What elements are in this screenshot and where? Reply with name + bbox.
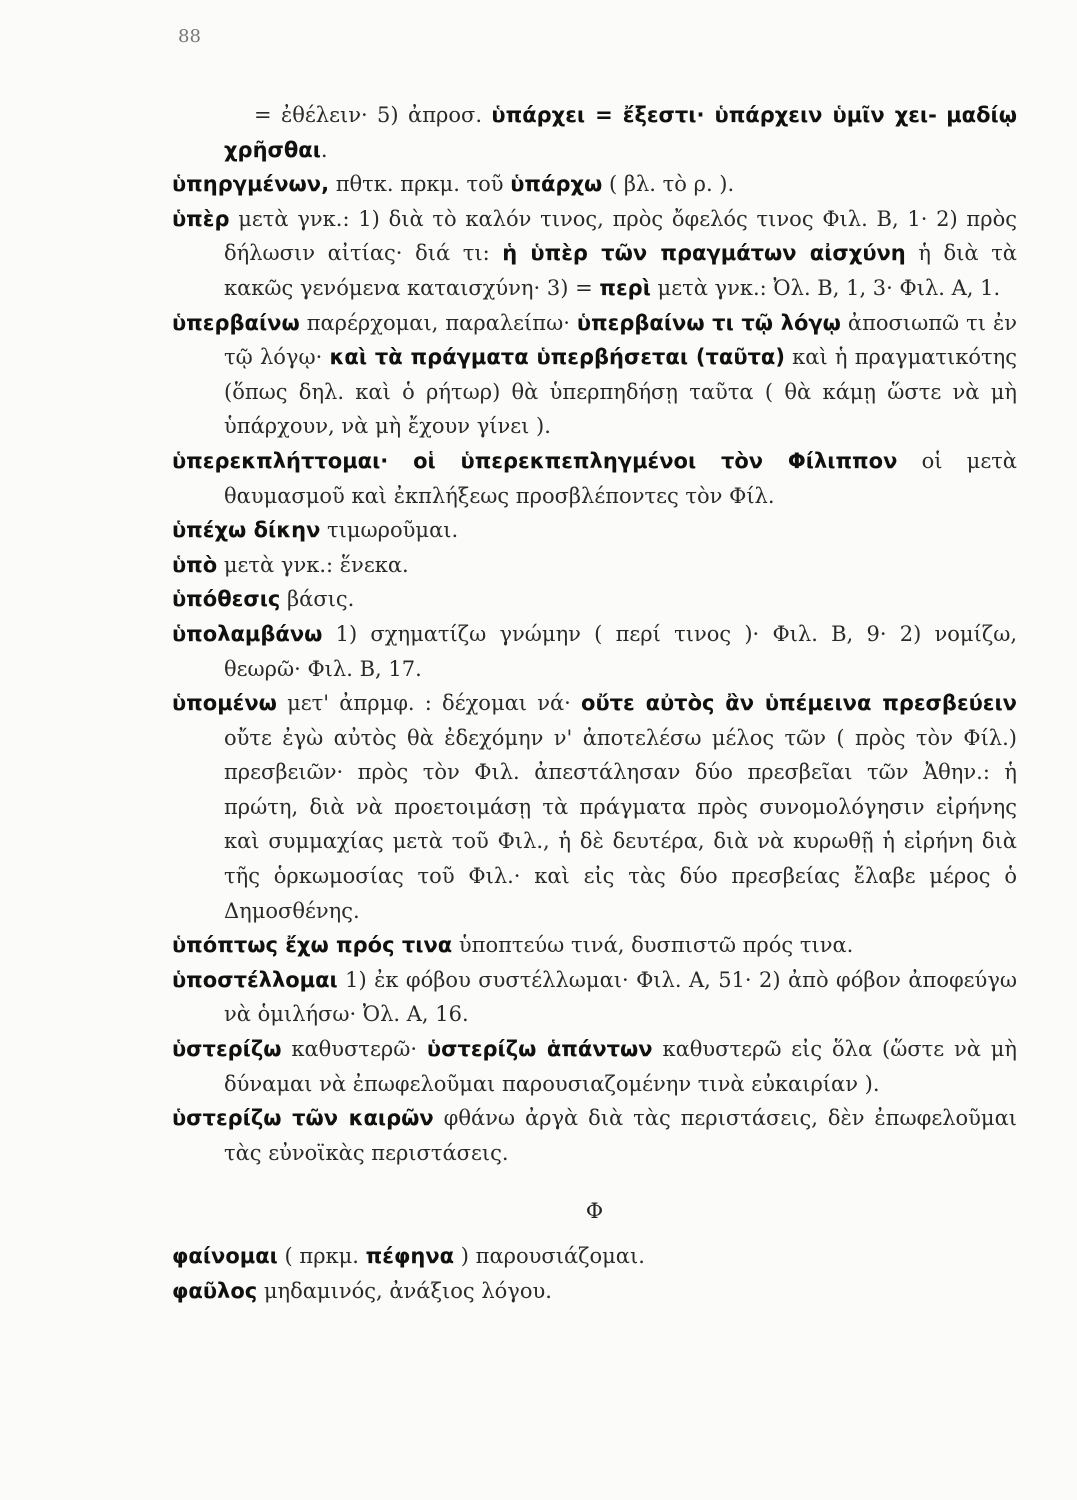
glossary-entry <box>172 202 1017 306</box>
definition: μετ' ἀπρμφ. : δέχομαι νά· <box>276 691 582 716</box>
glossary-entry <box>172 548 1017 583</box>
definition: μετὰ γνκ.: ἕνεκα. <box>217 552 409 577</box>
entry-text-tail: . <box>320 137 328 162</box>
glossary-entry <box>172 444 1017 513</box>
definition: βάσις. <box>280 587 355 612</box>
continued-entry <box>172 98 1017 167</box>
glossary-entry <box>172 617 1017 686</box>
headword: ὑπερβαίνω <box>172 310 300 335</box>
definition: μηδαμινός, ἀνάξιος λόγου. <box>257 1278 552 1303</box>
definition: πθτκ. πρκμ. τοῦ <box>329 172 511 197</box>
headword: ὑπόπτως ἔχω πρός τινα <box>172 933 453 958</box>
glossary-entry <box>172 582 1017 617</box>
definition: μετὰ γνκ.: 1) διὰ τὸ καλόν τινος, πρὸς ὄφελός τινος Φιλ. Β, 1· 2) πρὸς δήλωσιν αἰτίας· διά τι: <box>224 206 1017 266</box>
definition-tail: καὶ ἡ πραγματικότης (ὅπως δηλ. καὶ ὁ ρήτωρ) θὰ ὑπερπηδήσῃ ταῦτα ( θὰ κάμῃ ὥστε νὰ μὴ ὑπάρχουν, νὰ μὴ ἔχουν γίνει ). <box>224 345 1017 439</box>
definition-cont: ἡ διὰ τὰ κακῶς γενόμενα καταισχύνη· 3) = <box>224 241 1017 300</box>
reference-word: ὑπάρχω <box>510 172 603 197</box>
example-phrase: οὔτε αὐτὸς ἂν ὑπέμεινα πρεσβεύειν <box>581 691 1017 716</box>
page-number: 88 <box>178 26 201 47</box>
headword: ὑπόθεσις <box>172 587 281 612</box>
headword: φαίνομαι <box>172 1244 278 1268</box>
headword: φαῦλος <box>172 1278 258 1303</box>
glossary-entry <box>172 306 1017 444</box>
example-phrase: οἱ ὑπερεκπεπληγμένοι τὸν Φίλιππον <box>388 448 898 473</box>
glossary-entry <box>172 686 1017 928</box>
glossary-entry <box>172 167 1017 202</box>
example-phrase: ὑστερίζω ἁπάντων <box>426 1037 653 1062</box>
entry-example: ὑπάρχει = ἔξεστι· ὑπάρχειν ὑμῖν χει- <box>491 103 937 127</box>
glossary-entry <box>172 513 1017 548</box>
definition: ὑποπτεύω τινά, δυσπιστῶ πρός τινα. <box>452 933 854 958</box>
definition-tail: οὔτε ἐγὼ αὐτὸς θὰ ἐδεχόμην ν' ἀποτελέσω μέλος τῶν ( πρὸς τὸν Φίλ.) πρεσβειῶν· πρὸς τὸν Φιλ. ἀπεστάλησαν δύο πρεσβεῖαι τῶν Ἀθην.: ἡ πρώτη, διὰ νὰ προετοιμάσῃ τὰ πράγματα πρὸς συνομολόγησιν εἰρήνης καὶ συμμαχίας μετὰ τοῦ Φιλ., ἡ δὲ δευτέρα, διὰ νὰ κυρωθῇ ἡ εἰρήνη διὰ τῆς ὁρκωμοσίας τοῦ Φιλ.· καὶ εἰς τὰς δύο πρεσβείας ἔλαβε μέρος ὁ Δημοσθένης. <box>224 725 1017 923</box>
definition: ( πρκμ. <box>277 1244 366 1268</box>
definition: παρέρχομαι, παραλείπω· <box>299 310 577 335</box>
headword: ὑπερεκπλήττομαι· <box>172 448 389 473</box>
definition: καθυστερῶ· <box>281 1037 427 1062</box>
headword: ὑπομένω <box>172 691 277 716</box>
glossary-text <box>172 98 1017 1308</box>
headword: ὑπολαμβάνω <box>172 621 323 646</box>
definition: φθάνω ἀργὰ διὰ τὰς περιστάσεις, δὲν ἐπωφελοῦμαι τὰς εὐνοϊκὰς περιστάσεις. <box>224 1106 1017 1165</box>
definition-tail: ) παρουσιάζομαι. <box>454 1244 645 1268</box>
definition: 1) ἐκ φόβου συστέλλωμαι· Φιλ. Α, 51· 2) ἀπὸ φόβον ἀποφεύγω νὰ ὁμιλήσω· Ὀλ. Α, 16. <box>224 967 1017 1027</box>
section-letter-heading: Φ <box>585 1199 604 1224</box>
headword: ὑστερίζω <box>172 1037 282 1062</box>
example-phrase: ἡ ὑπὲρ τῶν πραγμάτων αἰσχύνη <box>502 241 906 266</box>
definition-tail: καθυστερῶ εἰς ὅλα (ὥστε νὰ μὴ δύναμαι νὰ ἐπωφελοῦμαι παρουσιαζομένην τινὰ εὐκαιρίαν ). <box>224 1037 1018 1096</box>
headword: ὑπὲρ <box>172 206 230 231</box>
entry-text: = ἐθέλειν· 5) ἀπροσ. <box>254 103 492 127</box>
glossary-entry <box>172 1239 1017 1274</box>
example-phrase: ὑπερβαίνω τι τῷ λόγῳ <box>576 310 841 335</box>
glossary-entry <box>172 928 1017 963</box>
entry-example-cont: μαδίῳ χρῆσθαι <box>224 103 1017 162</box>
definition: τιμωροῦμαι. <box>320 518 459 543</box>
definition-tail: ( βλ. τὸ ρ. ). <box>602 172 735 197</box>
headword: ὑπηργμένων, <box>172 172 330 197</box>
glossary-entry <box>172 1032 1017 1101</box>
headword: ὑπέχω δίκην <box>172 518 321 543</box>
definition: οἱ μετὰ θαυμασμοῦ καὶ ἐκπλήξεως προσβλέποντες τὸν Φίλ. <box>224 448 1017 508</box>
glossary-entry <box>172 1274 1017 1309</box>
definition-cont: ἀποσιωπῶ τι ἐν τῷ λόγῳ· <box>224 310 1017 370</box>
headword: ὑποστέλλομαι <box>172 967 338 992</box>
glossary-entry <box>172 963 1017 1032</box>
example-phrase: πέφηνα <box>365 1244 455 1268</box>
example-phrase: περὶ <box>599 275 651 300</box>
headword: ὑπὸ <box>172 552 218 577</box>
headword: ὑστερίζω τῶν καιρῶν <box>172 1106 434 1131</box>
definition: 1) σχηματίζω γνώμην ( περί τινος )· Φιλ. Β, 9· 2) νομίζω, θεωρῶ· Φιλ. Β, 17. <box>224 621 1017 681</box>
definition-tail: μετὰ γνκ.: Ὀλ. Β, 1, 3· Φιλ. Α, 1. <box>650 275 1001 300</box>
glossary-entry <box>172 1101 1017 1170</box>
example-phrase: καὶ τὰ πράγματα ὑπερβήσεται (ταῦτα) <box>329 345 785 370</box>
